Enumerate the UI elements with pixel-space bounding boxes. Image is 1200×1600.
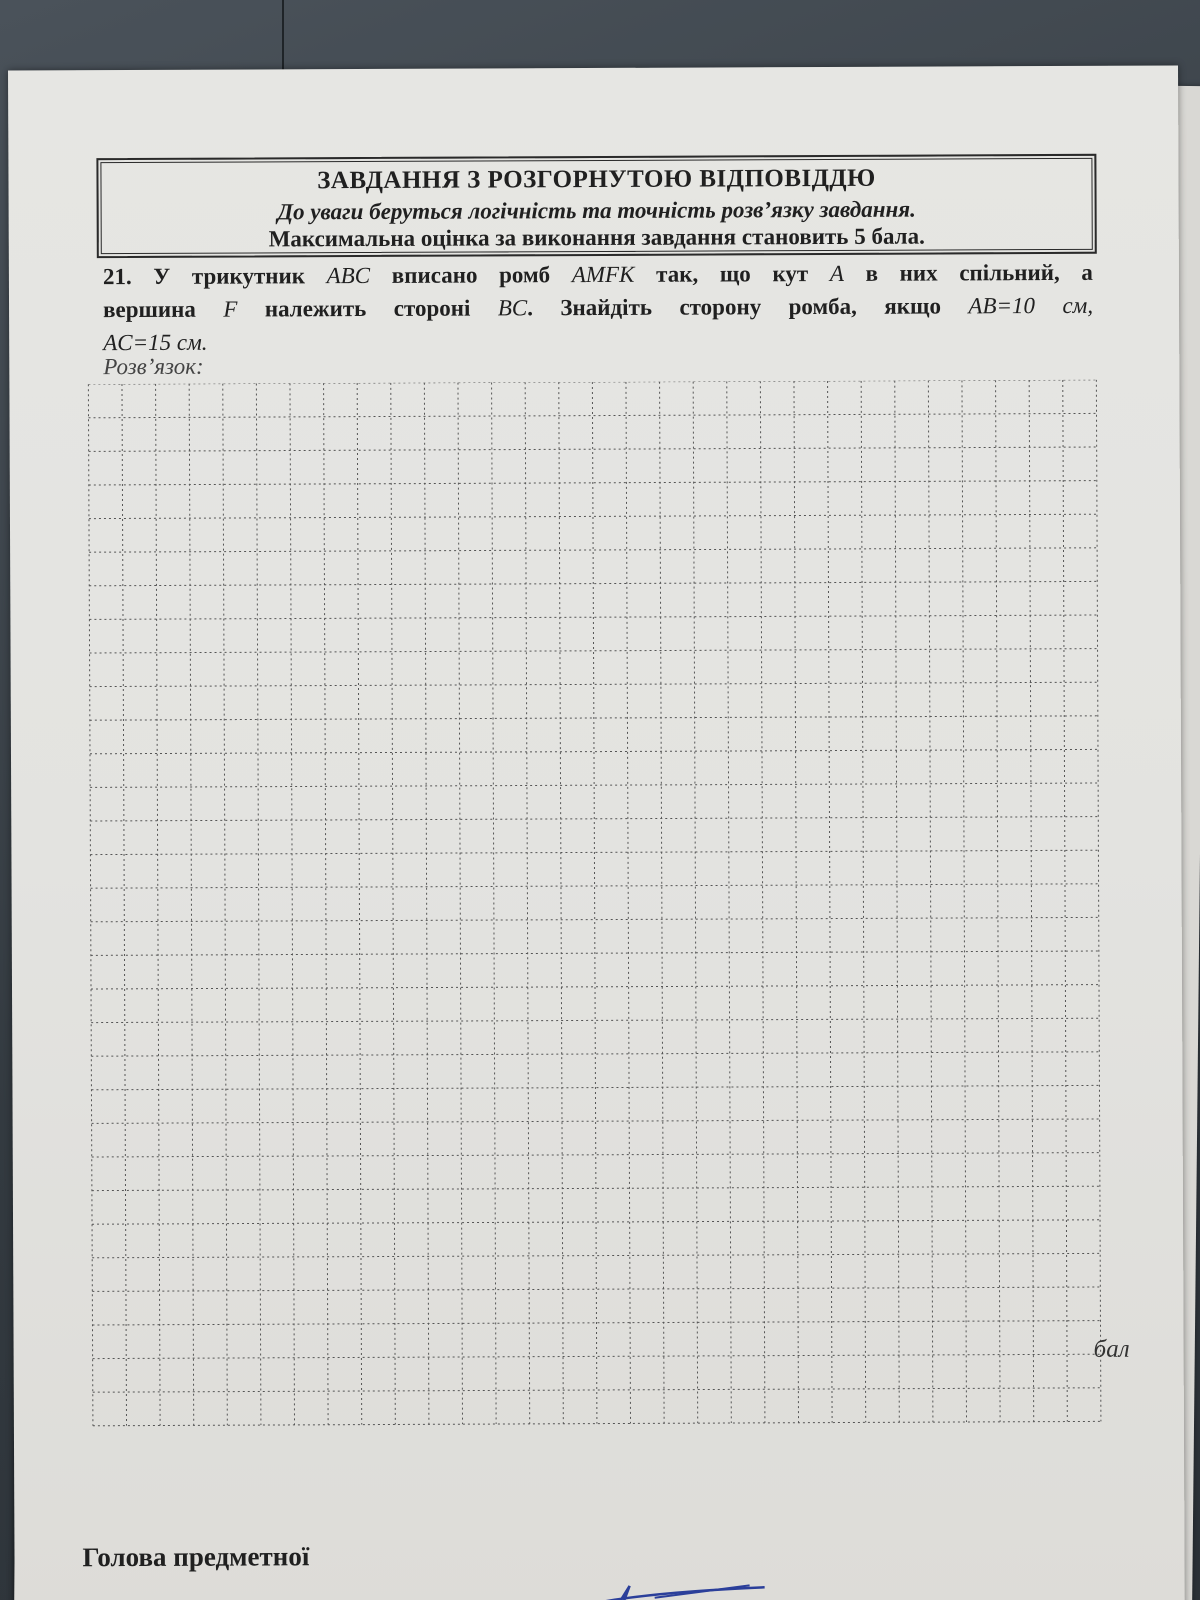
task-number: 21. [102, 264, 132, 290]
task-text: в них спільний, а [843, 259, 1093, 286]
grid-line-vertical [996, 380, 1001, 1422]
grid-line-vertical [828, 381, 833, 1423]
grid-line-vertical [492, 382, 497, 1424]
background-panel-seam [282, 0, 284, 70]
grid-line-vertical [458, 383, 463, 1425]
grid-line-vertical [928, 381, 933, 1423]
task-text: вписано ромб [370, 262, 572, 288]
task-line-2 [103, 289, 1093, 326]
grid-line-vertical [861, 381, 866, 1423]
grid-line-vertical [1063, 380, 1068, 1422]
grid-line-vertical [324, 383, 329, 1425]
grid-line-vertical [626, 382, 631, 1424]
task-text: . Знайдіть сторону ромба, якщо [527, 293, 969, 321]
grid-line-vertical [592, 382, 597, 1424]
task-variable: ABC [326, 262, 371, 289]
task-text: належить стороні [237, 295, 498, 322]
task-variable: F [223, 296, 238, 322]
task-variable: A [829, 260, 844, 286]
grid-line-vertical [424, 383, 429, 1425]
grid-line-vertical [895, 381, 900, 1423]
task-text: так, що кут [634, 260, 830, 287]
task-variable: AC=15 см. [103, 329, 208, 356]
grid-line-vertical [525, 382, 530, 1424]
grid-line-vertical [559, 382, 564, 1424]
grid-line-vertical [122, 384, 127, 1426]
grid-line-vertical [962, 380, 967, 1422]
signature-stroke [515, 1567, 795, 1600]
answer-grid[interactable] [87, 380, 1102, 1434]
task-text: вершина [102, 296, 224, 323]
grid-line-vertical [794, 381, 799, 1423]
grid-line-vertical [223, 384, 228, 1426]
grid-line-vertical [727, 381, 732, 1423]
header-note: До уваги беруться логічність та точність розв’язку завдання. [277, 196, 916, 225]
header-box [96, 154, 1096, 258]
grid-line-vertical [357, 383, 362, 1425]
header-title: ЗАВДАННЯ З РОЗГОРНУТОЮ ВІДПОВІДДЮ [317, 164, 876, 195]
grid-line-vertical [760, 381, 765, 1423]
grid-line-vertical [693, 382, 698, 1424]
task-text: У трикутник [131, 263, 327, 290]
task-line-3 [103, 322, 1093, 359]
grid-line-vertical [1096, 380, 1101, 1422]
grid-line-vertical [391, 383, 396, 1425]
grid-line-vertical [660, 382, 665, 1424]
grid-line-vertical [256, 383, 261, 1425]
solution-label: Розв’язок: [103, 353, 204, 380]
task-variable: AMFK [571, 261, 635, 288]
task-21 [103, 256, 1093, 359]
task-variable: AB=10 см, [968, 292, 1094, 319]
footer-text: Голова предметної [82, 1541, 310, 1573]
grid-line-vertical [290, 383, 295, 1425]
score-label: бал [1093, 1335, 1130, 1363]
grid-line-vertical [156, 384, 161, 1426]
task-line-1 [103, 256, 1093, 293]
exam-sheet [8, 65, 1185, 1600]
grid-line-vertical [1029, 380, 1034, 1422]
grid-line-vertical [88, 384, 93, 1426]
grid-line-vertical [189, 384, 194, 1426]
header-max-score: Максимальна оцінка за виконання завдання становить 5 бала. [268, 223, 925, 252]
task-variable: BC [497, 295, 528, 321]
